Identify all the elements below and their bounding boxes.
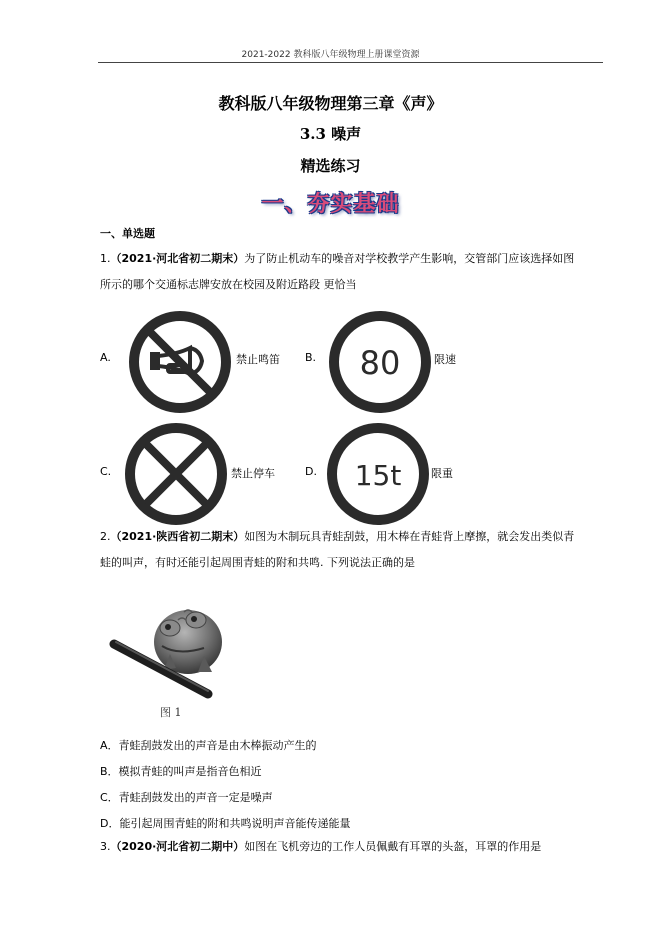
weight-limit-value: 15t bbox=[354, 459, 402, 492]
question-line: 蛙的叫声，有时还能引起周围青蛙的附和共鸣. 下列说法正确的是 bbox=[100, 556, 415, 569]
speed-limit-value: 80 bbox=[359, 344, 401, 382]
weight-limit-sign-icon bbox=[326, 422, 430, 526]
page-header: 2021-2022 教科版八年级物理上册课堂资源 bbox=[241, 50, 420, 60]
q2-option-d: D．能引起周围青蛙的附和共鸣说明声音能传递能量 bbox=[100, 817, 351, 830]
question-line: 所示的哪个交通标志牌安放在校园及附近路段 更恰当 bbox=[100, 278, 357, 291]
question-source: （2021·河北省初二期末） bbox=[110, 252, 245, 265]
option-c-letter: C. bbox=[100, 465, 112, 478]
no-parking-sign-icon bbox=[124, 422, 228, 526]
question-type-heading: 一、单选题 bbox=[100, 227, 155, 240]
question-source: （2020·河北省初二期中） bbox=[110, 840, 245, 853]
question-line: 为了防止机动车的噪音对学校教学产生影响，交管部门应该选择如图 bbox=[244, 252, 575, 265]
question-1-text bbox=[100, 246, 600, 298]
figure-caption: 图 1 bbox=[160, 706, 182, 719]
question-number: 2. bbox=[100, 530, 111, 543]
wooden-frog-toy-image bbox=[100, 580, 225, 720]
no-honking-sign-icon bbox=[128, 310, 232, 414]
q2-option-b: B．模拟青蛙的叫声是指音色相近 bbox=[100, 765, 262, 778]
option-b-letter: B. bbox=[305, 351, 317, 364]
option-a-letter: A. bbox=[100, 351, 111, 364]
speed-limit-sign-icon bbox=[328, 310, 432, 414]
question-2-text bbox=[100, 524, 600, 576]
banner-heading: 一、夯实基础 bbox=[261, 192, 400, 217]
question-line: 如图在飞机旁边的工作人员佩戴有耳罩的头盔，耳罩的作用是 bbox=[244, 840, 542, 853]
subtitle: 精选练习 bbox=[300, 157, 361, 175]
option-a-label: 禁止鸣笛 bbox=[236, 353, 280, 366]
option-c-label: 禁止停车 bbox=[231, 467, 275, 480]
q2-option-c: C．青蛙刮鼓发出的声音一定是噪声 bbox=[100, 791, 273, 804]
question-line: 如图为木制玩具青蛙刮鼓，用木棒在青蛙背上摩擦，就会发出类似青 bbox=[244, 530, 575, 543]
question-number: 1. bbox=[100, 252, 111, 265]
option-d-label: 限重 bbox=[431, 467, 453, 480]
question-source: （2021·陕西省初二期末） bbox=[110, 530, 245, 543]
section-title: 3.3 噪声 bbox=[299, 125, 362, 143]
question-3-text bbox=[100, 834, 600, 860]
option-b-label: 限速 bbox=[434, 353, 456, 366]
question-number: 3. bbox=[100, 840, 111, 853]
q2-option-a: A．青蛙刮鼓发出的声音是由木棒振动产生的 bbox=[100, 739, 317, 752]
header-divider bbox=[98, 62, 603, 63]
option-d-letter: D. bbox=[305, 465, 317, 478]
document-title: 教科版八年级物理第三章《声》 bbox=[218, 94, 443, 113]
